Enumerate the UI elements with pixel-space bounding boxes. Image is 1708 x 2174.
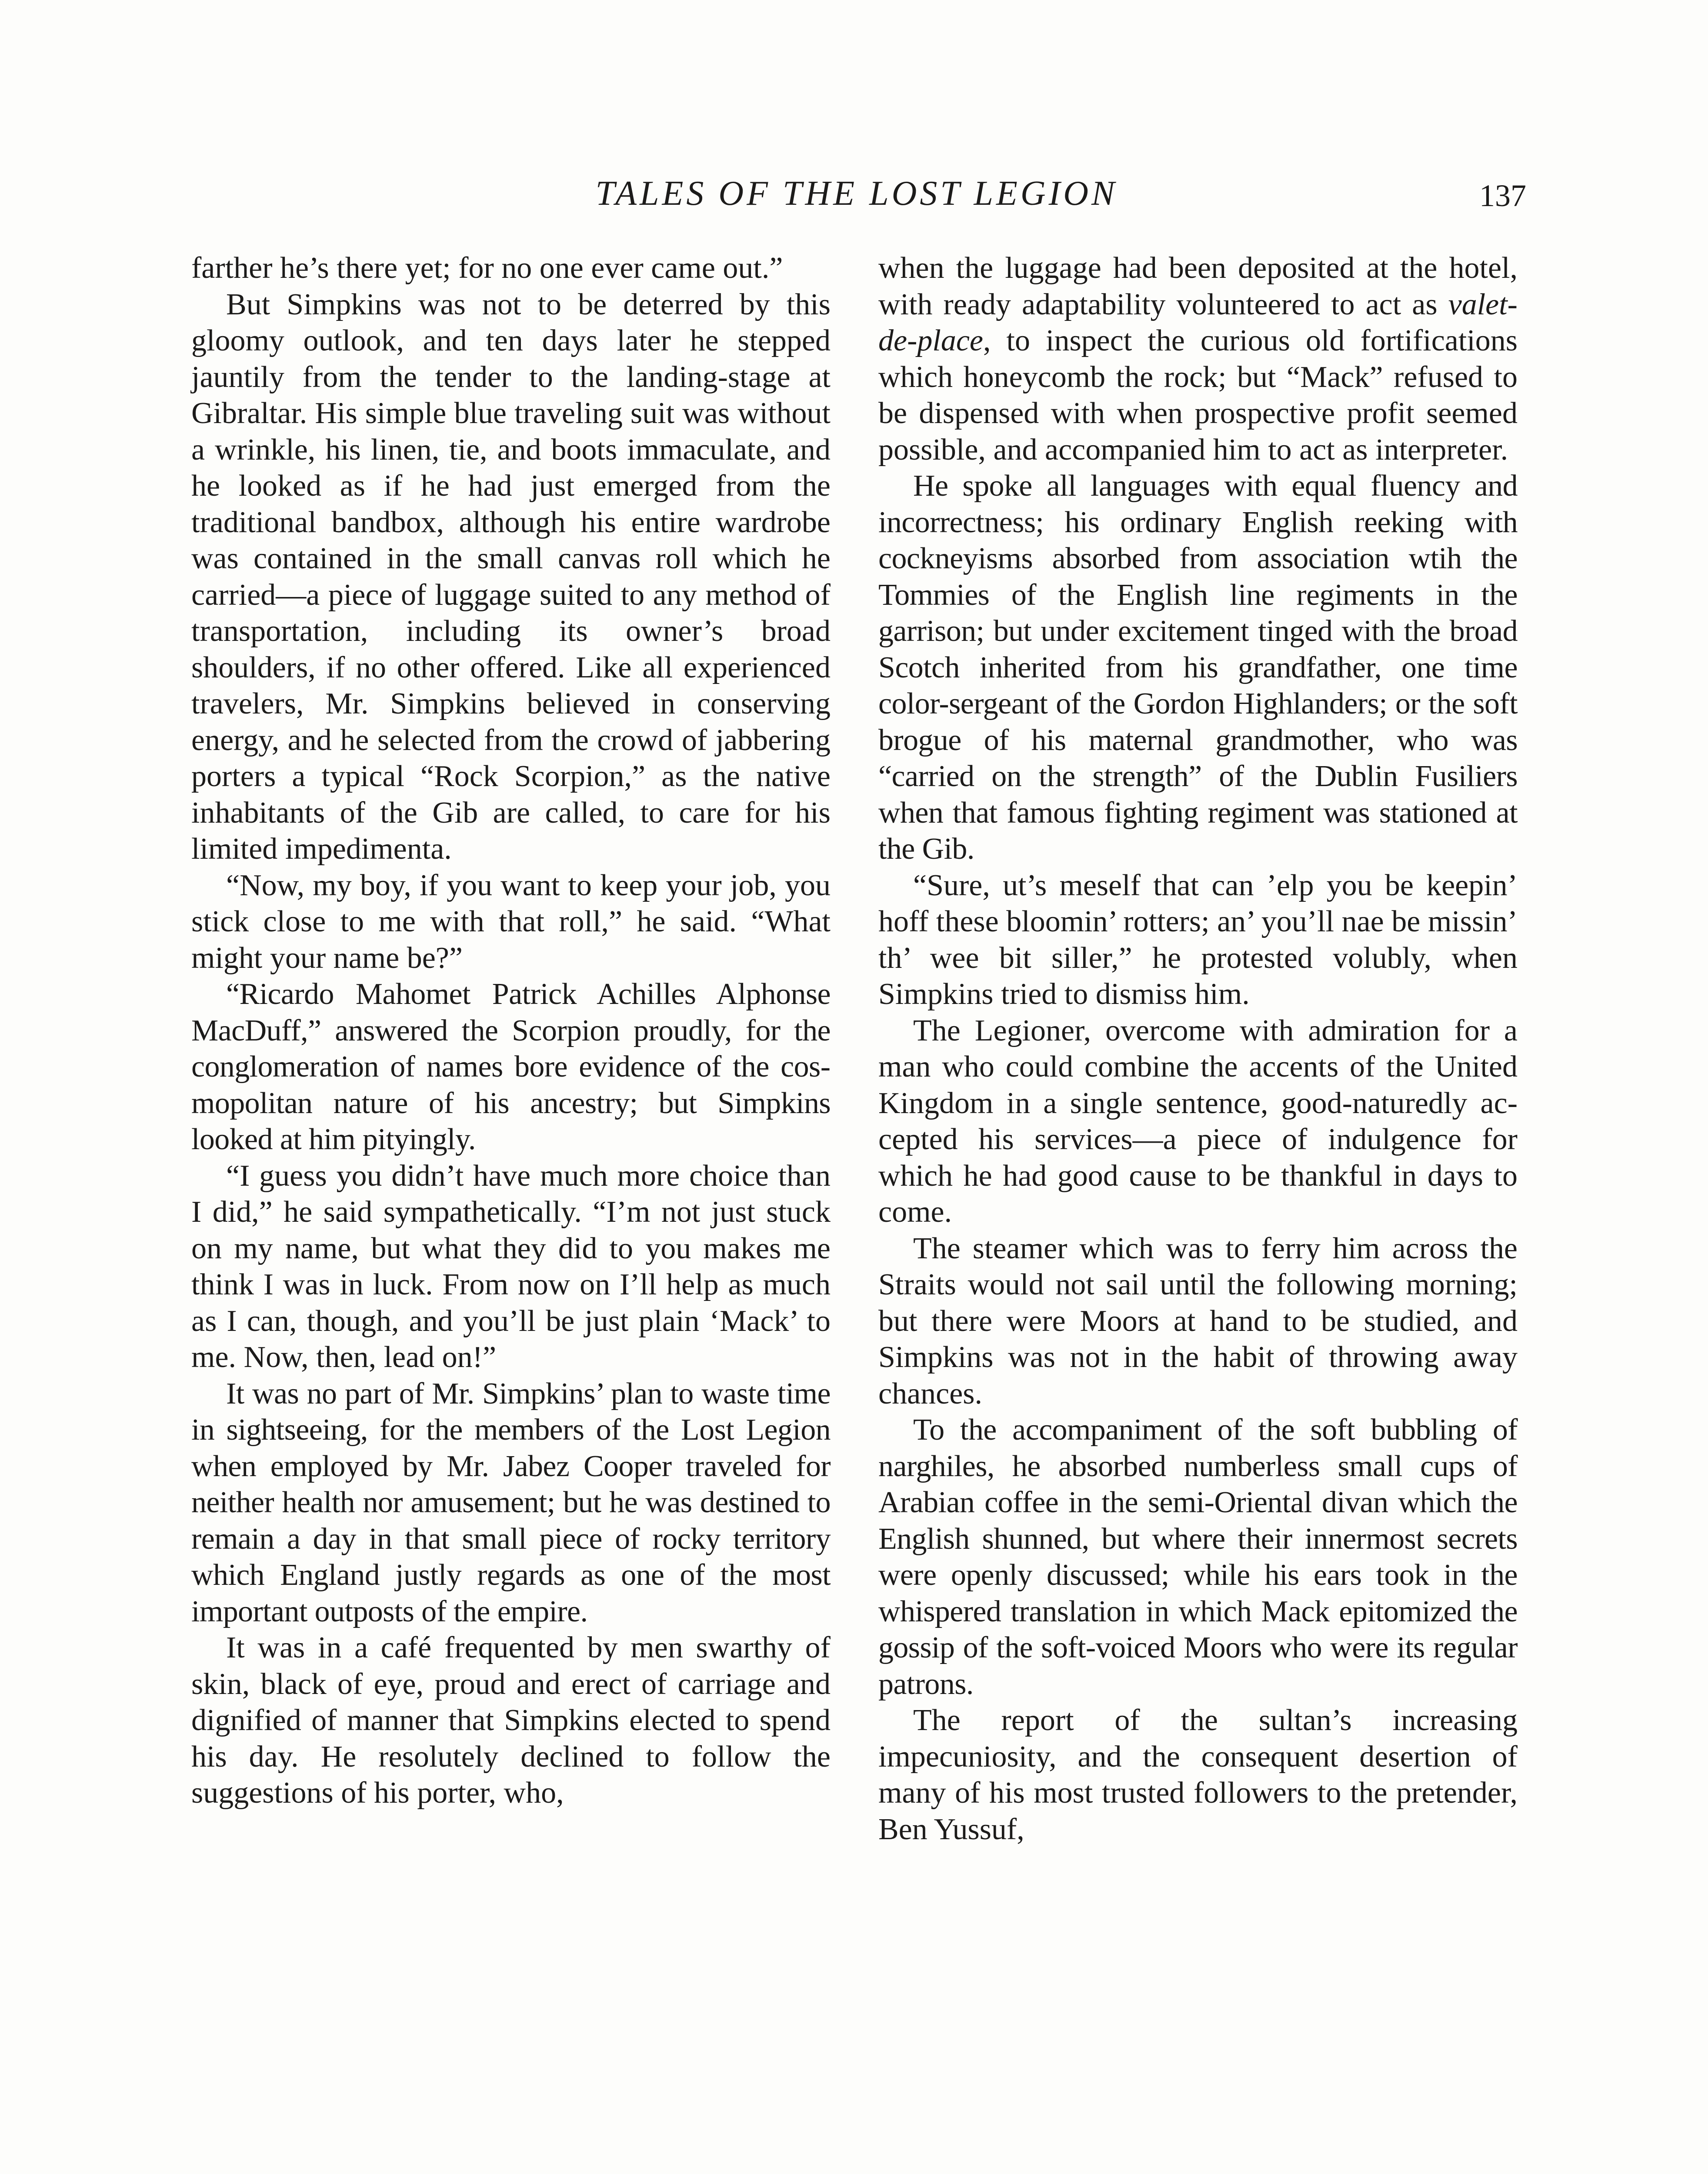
left-column — [191, 250, 831, 1811]
right-column — [878, 250, 1518, 1847]
paragraph: “Sure, ut’s meself that can ’elp you be keepin’ hoff these bloomin’ rotters; an’ you’ll nae be missin’ th’ wee bit siller,” he protested volubly, when Simpkins tried to dismiss him. — [878, 868, 1518, 1011]
running-head — [191, 167, 1526, 220]
paragraph: It was no part of Mr. Simpkins’ plan to waste time in sightseeing, for the members of the Lost Legion when employed by Mr. Jabez Cooper traveled for neither health nor amusement; but he was destined to remain a day in that small piece of rocky territory which England justly regards as one of the most important outposts of the empire. — [191, 1377, 831, 1628]
page-number: 137 — [1479, 178, 1526, 213]
paragraph: when the luggage had been deposited at the hotel, with ready adaptability volunteered to act as valet-de-place, to inspect the curious old fortifications which honeycomb the rock; but “Mack” refused to be dispensed with when prospective profit seemed possible, and accompanied him to act as interpreter. — [878, 251, 1518, 467]
paragraph: But Simpkins was not to be deterred by this gloomy outlook, and ten days later he stepped jauntily from the tender to the landing-stage at Gibraltar. His simple blue traveling suit was without a wrinkle, his linen, tie, and boots immaculate, and he looked as if he had just emerged from the traditional bandbox, although his entire wardrobe was contained in the small canvas roll which he carried—a piece of luggage suited to any method of transportation, including its owner’s broad shoulders, if no other offered. Like all experienced travelers, Mr. Simpkins believed in conserving energy, and he selected from the crowd of jabbering porters a typical “Rock Scorpion,” as the native inhabitants of the Gib are called, to care for his limited impedimenta. — [191, 287, 831, 866]
paragraph: It was in a café frequented by men swarthy of skin, black of eye, proud and erect of carriage and dignified of manner that Simpkins elected to spend his day. He resolutely declined to follow the suggestions of his porter, who, — [191, 1631, 831, 1810]
paragraph: “Now, my boy, if you want to keep your job, you stick close to me with that roll,” he said. “What might your name be?” — [191, 868, 831, 975]
paragraph: The Legioner, overcome with admiration for a man who could combine the accents of the United Kingdom in a single sentence, good-naturedly accepted his services—a piece of indulgence for which he had good cause to be thankful in days to come. — [878, 1014, 1518, 1229]
running-title: TALES OF THE LOST LEGION — [595, 174, 1118, 213]
paragraph: “I guess you didn’t have much more choice than I did,” he said sympathetically. “I’m not just stuck on my name, but what they did to you makes me think I was in luck. From now on I’ll help as much as I can, though, and you’ll be just plain ‘Mack’ to me. Now, then, lead on!” — [191, 1159, 831, 1374]
paragraph: The report of the sultan’s increasing impecuniosity, and the consequent desertion of many of his most trusted followers to the pretender, Ben Yussuf, — [878, 1704, 1518, 1846]
paragraph: To the accompaniment of the soft bubbling of narghiles, he absorbed numberless small cups of Arabian coffee in the semi-Oriental divan which the English shunned, but where their innermost secrets were openly discussed; while his ears took in the whispered translation in which Mack epitomized the gossip of the soft-voiced Moors who were its regular patrons. — [878, 1413, 1518, 1701]
paragraph: farther he’s there yet; for no one ever came out.” — [191, 251, 783, 285]
paragraph: “Ricardo Mahomet Patrick Achilles Alphonse MacDuff,” answered the Scorpion proudly, for the conglomeration of names bore evidence of the cosmopolitan nature of his ancestry; but Simpkins looked at him pityingly. — [191, 977, 831, 1156]
paragraph: The steamer which was to ferry him across the Straits would not sail until the following morning; but there were Moors at hand to be studied, and Simpkins was not in the habit of throwing away chances. — [878, 1231, 1518, 1410]
paragraph: He spoke all languages with equal fluency and incorrectness; his ordinary English reeking with cockneyisms absorbed from association wtih the Tommies of the English line regiments in the garrison; but under excitement tinged with the broad Scotch inherited from his grandfather, one time color-sergeant of the Gordon Highlanders; or the soft brogue of his maternal grandmother, who was “carried on the strength” of the Dublin Fusiliers when that famous fighting regiment was stationed at the Gib. — [878, 469, 1518, 866]
